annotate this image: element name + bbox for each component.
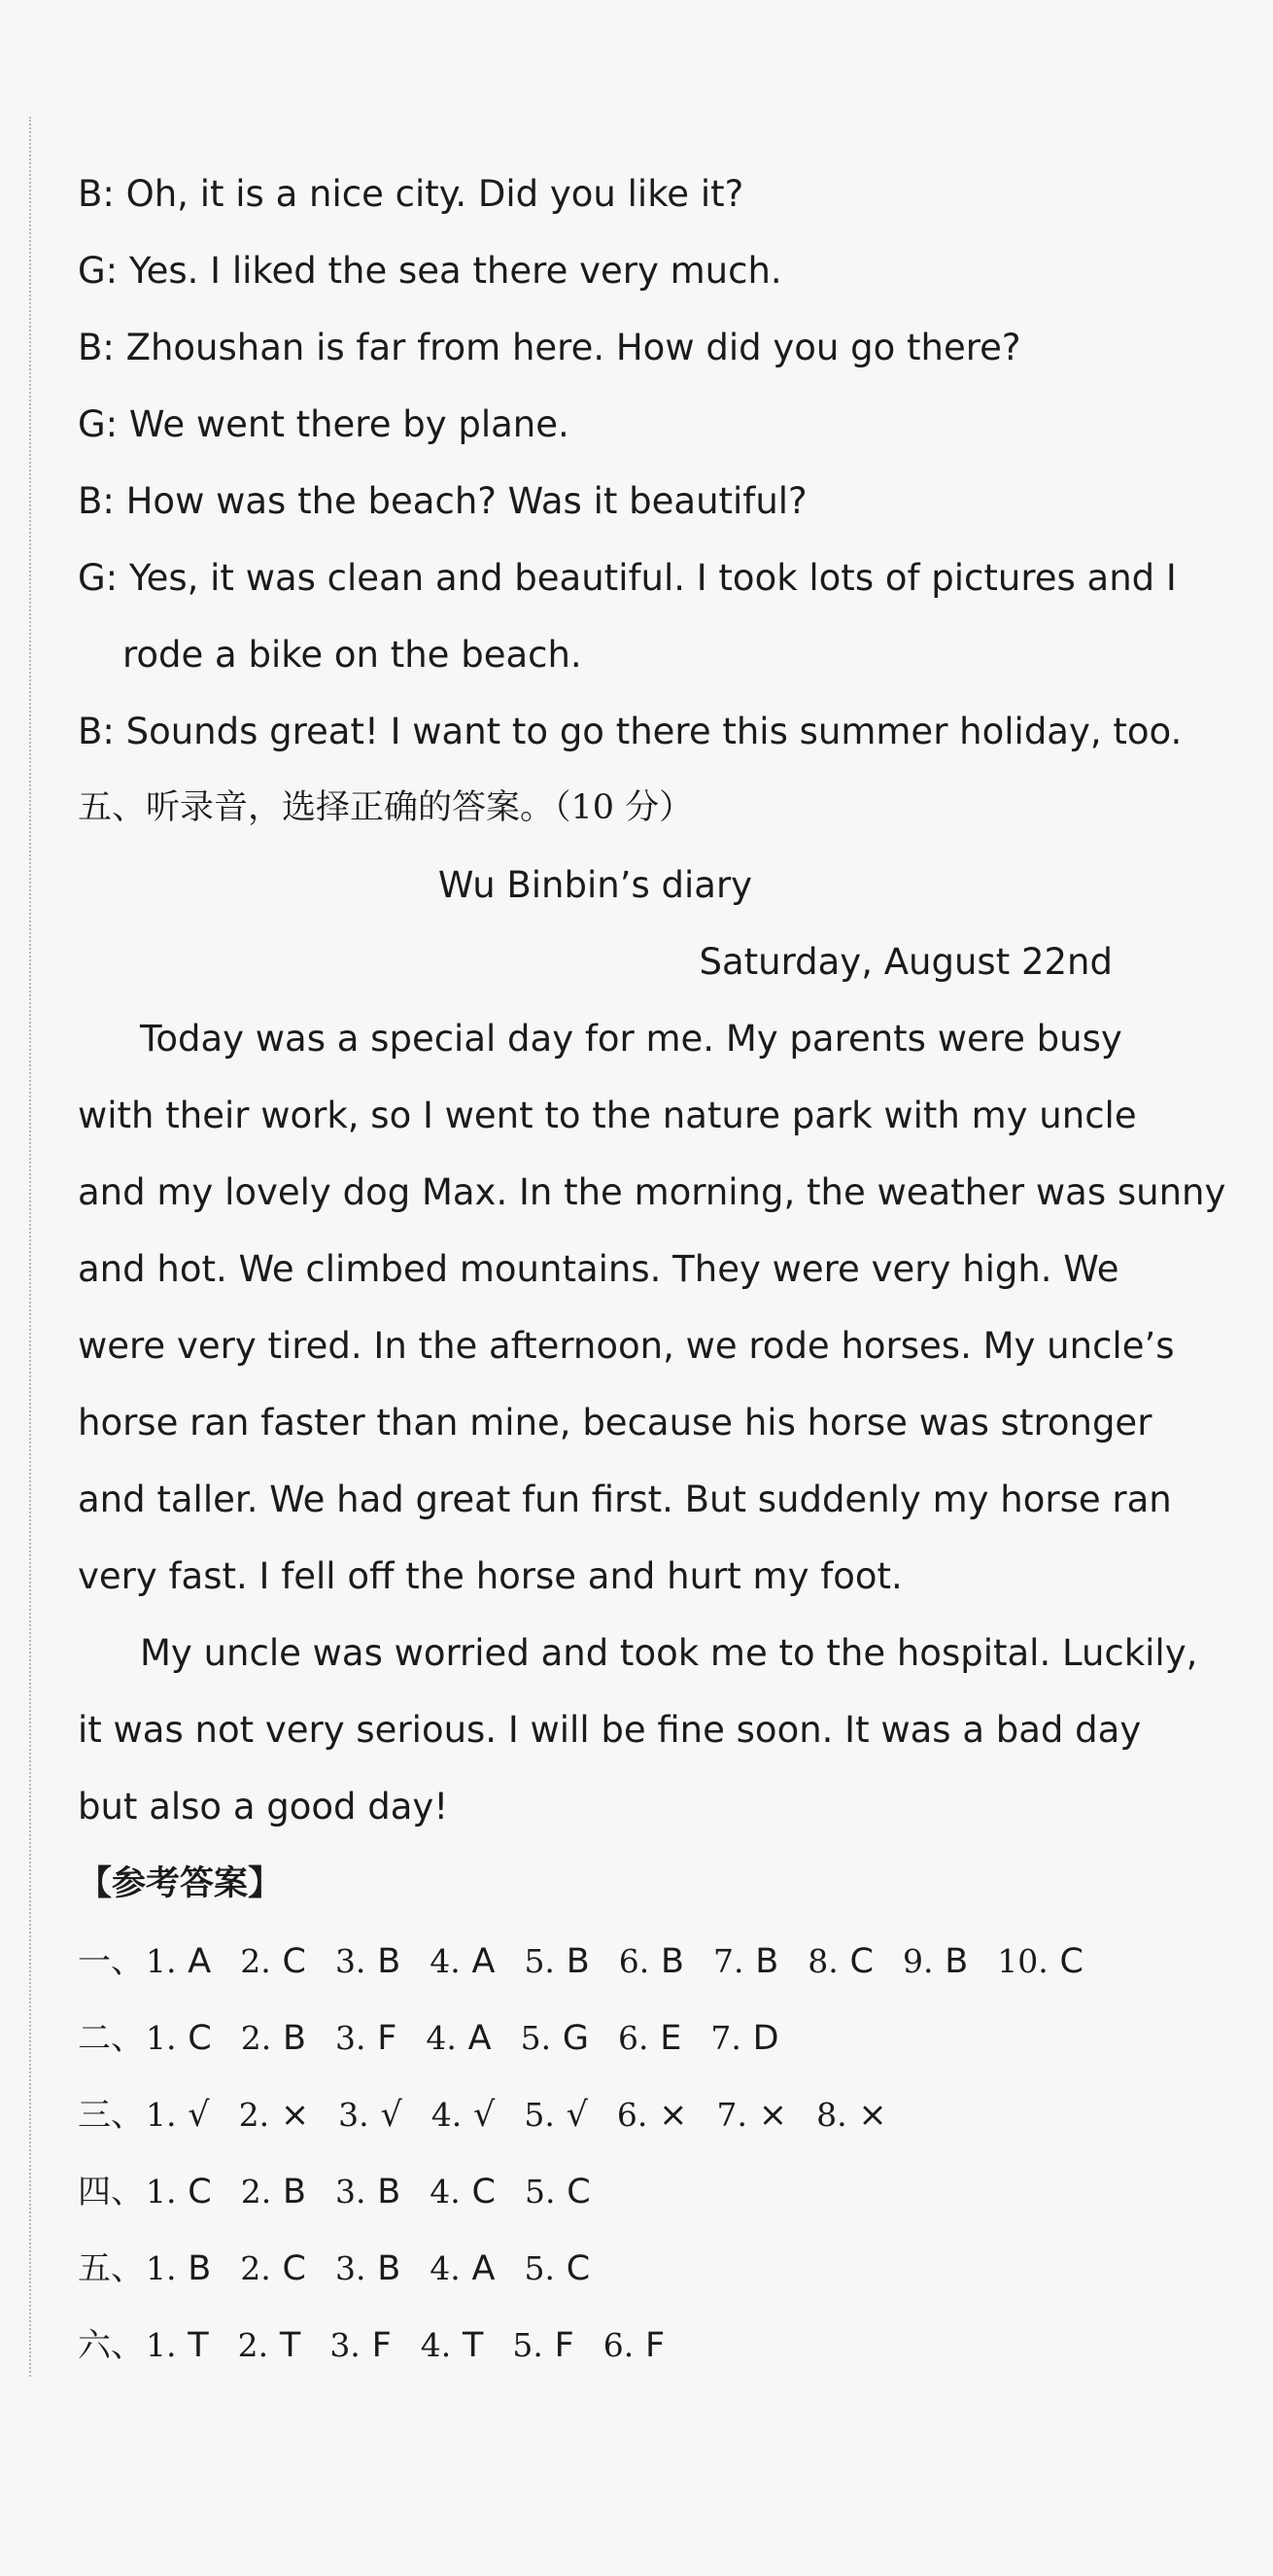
answer-value: E — [660, 2019, 682, 2058]
answer-item — [146, 1922, 211, 2001]
answer-item — [431, 2075, 496, 2154]
answer-row — [78, 2152, 1113, 2229]
dialogue-line: G: We went there by plane. — [78, 403, 569, 445]
answer-value: C — [188, 2019, 212, 2058]
dialogue-line: B: Oh, it is a nice city. Did you like it? — [78, 173, 744, 215]
answer-value: C — [282, 2249, 306, 2288]
diary-line: with their work, so I went to the nature park with my uncle — [78, 1095, 1137, 1136]
answer-number: 6. — [602, 2326, 635, 2364]
diary-line: but also a good day! — [78, 1786, 449, 1828]
dialogue-line: B: Zhoushan is far from here. How did you go there? — [78, 327, 1021, 368]
answer-value: B — [377, 1942, 401, 1981]
answer-item — [426, 1999, 491, 2077]
answer-item — [903, 1922, 968, 2001]
answer-item — [421, 2306, 484, 2385]
diary-line: My uncle was worried and took me to the hospital. Luckily, — [140, 1632, 1198, 1674]
answer-item — [430, 2229, 495, 2308]
answer-value: B — [282, 2019, 306, 2058]
answer-number: 3. — [335, 2249, 366, 2287]
answer-item — [239, 2075, 310, 2154]
answer-item — [525, 2152, 591, 2231]
answer-number: 4. — [426, 2019, 457, 2057]
answer-item — [146, 2229, 211, 2308]
answer-number: 1. — [146, 1942, 177, 1980]
answer-item — [238, 2306, 301, 2385]
answer-item — [240, 2229, 306, 2308]
answer-item — [335, 1999, 396, 2077]
answer-number: 5. — [524, 2249, 555, 2287]
answer-item — [618, 1999, 681, 2077]
section-heading: 五、听录音，选择正确的答案。（10 分） — [78, 788, 694, 827]
answer-value: C — [1059, 1942, 1084, 1981]
diary-line: and my lovely dog Max. In the morning, the weather was sunny — [78, 1171, 1226, 1213]
answer-item — [241, 1999, 306, 2077]
answer-value: C — [282, 1942, 306, 1981]
binding-dotted-line — [29, 117, 31, 2377]
answer-item — [816, 2075, 887, 2154]
answer-section-label: 三、 — [78, 2096, 144, 2135]
answer-value: B — [377, 2249, 401, 2288]
answer-value: C — [849, 1942, 874, 1981]
answer-section-label: 四、 — [78, 2173, 144, 2211]
answer-number: 3. — [335, 2019, 366, 2057]
answer-item — [329, 2306, 391, 2385]
answer-row — [78, 2306, 1113, 2383]
answer-value: B — [755, 1942, 779, 1981]
answer-number: 8. — [816, 2096, 847, 2134]
answer-value: B — [945, 1942, 969, 1981]
answer-number: 1. — [146, 2249, 177, 2287]
answer-value: B — [188, 2249, 212, 2288]
answer-item — [521, 1999, 589, 2077]
answer-number: 4. — [420, 2326, 452, 2364]
page-content — [78, 156, 1226, 2383]
answer-number: 3. — [334, 1942, 366, 1980]
dialogue-line: B: Sounds great! I want to go there this summer holiday, too. — [78, 711, 1183, 752]
answer-item — [338, 2075, 402, 2154]
answer-value: √ — [566, 2096, 588, 2135]
answer-item — [430, 2152, 496, 2231]
answer-number: 5. — [512, 2326, 543, 2364]
answer-number: 5. — [524, 1942, 555, 1980]
answer-value: B — [566, 1942, 590, 1981]
answer-number: 2. — [240, 2249, 271, 2287]
answer-item — [717, 2075, 788, 2154]
diary-line: very fast. I fell off the horse and hurt my foot. — [78, 1555, 903, 1597]
answer-item — [240, 1922, 306, 2001]
answer-value: √ — [380, 2096, 402, 2135]
answer-item — [997, 1922, 1084, 2001]
answer-number: 2. — [240, 2019, 272, 2057]
answer-item — [146, 2075, 210, 2154]
answer-number: 8. — [808, 1942, 839, 1980]
answer-value: F — [377, 2019, 397, 2058]
diary-line: horse ran faster than mine, because his horse was stronger — [78, 1402, 1153, 1444]
answer-number: 7. — [713, 1942, 744, 1980]
answer-number: 2. — [237, 2326, 269, 2364]
answer-number: 1. — [146, 2326, 177, 2364]
diary-line: it was not very serious. I will be fine soon. It was a bad day — [78, 1709, 1142, 1751]
answer-item — [146, 2152, 212, 2231]
answer-number: 4. — [430, 2096, 463, 2134]
answer-value: C — [566, 2249, 591, 2288]
dialogue-line: B: How was the beach? Was it beautiful? — [78, 480, 808, 522]
answer-number: 2. — [240, 1942, 271, 1980]
diary-line: Today was a special day for me. My parents were busy — [140, 1018, 1122, 1060]
answer-value: T — [279, 2326, 301, 2365]
answer-number: 3. — [329, 2326, 361, 2364]
answer-value: √ — [473, 2096, 496, 2135]
answer-number: 4. — [430, 2249, 461, 2287]
answer-number: 7. — [710, 2019, 741, 2057]
answer-item — [146, 1999, 212, 2077]
answer-number: 5. — [525, 2173, 556, 2210]
answer-value: A — [467, 2019, 492, 2058]
answer-row — [78, 2229, 1113, 2306]
answer-value: × — [758, 2096, 788, 2135]
dialogue-line: G: Yes, it was clean and beautiful. I took lots of pictures and I — [78, 557, 1177, 599]
diary-line: and taller. We had great fun first. But suddenly my horse ran — [78, 1479, 1172, 1520]
answer-item — [430, 1922, 495, 2001]
answer-section-label: 五、 — [78, 2249, 144, 2288]
answer-number: 1. — [146, 2173, 177, 2210]
answer-section-label: 一、 — [78, 1942, 144, 1981]
answer-item — [524, 1922, 589, 2001]
answer-item — [710, 1999, 778, 2077]
answer-number: 2. — [240, 2173, 272, 2210]
answer-value: A — [471, 2249, 496, 2288]
answer-value: C — [471, 2173, 496, 2211]
answer-number: 1. — [146, 2096, 177, 2134]
diary-line: were very tired. In the afternoon, we rode horses. My uncle’s — [78, 1325, 1175, 1367]
answer-section-label: 二、 — [78, 2019, 144, 2058]
answer-item — [146, 2306, 209, 2385]
diary-line: and hot. We climbed mountains. They were very high. We — [78, 1248, 1119, 1290]
answer-item — [524, 2075, 588, 2154]
answer-number: 4. — [430, 2173, 461, 2210]
answer-item — [241, 2152, 306, 2231]
answer-value: A — [471, 1942, 496, 1981]
answer-value: G — [562, 2019, 590, 2058]
answer-value: C — [188, 2173, 212, 2211]
answer-item — [512, 2306, 573, 2385]
answer-item — [617, 2075, 688, 2154]
answer-item — [335, 2229, 400, 2308]
answer-section-label: 六、 — [78, 2326, 144, 2365]
answer-item — [525, 2229, 591, 2308]
answer-row — [78, 1922, 1113, 1999]
answer-row — [78, 2075, 1113, 2152]
diary-title: Wu Binbin’s diary — [437, 864, 753, 906]
answer-key — [78, 1922, 1113, 2383]
answer-item — [335, 1922, 400, 2001]
answer-value: D — [752, 2019, 779, 2058]
answer-item — [713, 1922, 778, 2001]
answer-number: 3. — [338, 2096, 369, 2134]
answer-number: 3. — [335, 2173, 366, 2210]
answer-number: 2. — [238, 2096, 270, 2134]
answer-key-heading: 【参考答案】 — [78, 1863, 283, 1903]
answer-value: B — [377, 2173, 401, 2211]
answer-row — [78, 1999, 1113, 2075]
answer-number: 4. — [430, 1942, 461, 1980]
answer-item — [603, 2306, 665, 2385]
answer-value: F — [645, 2326, 666, 2365]
dialogue-line-continuation: rode a bike on the beach. — [122, 634, 582, 676]
answer-number: 5. — [524, 2096, 555, 2134]
answer-item — [619, 1922, 684, 2001]
answer-value: A — [188, 1942, 212, 1981]
answer-number: 6. — [616, 2096, 648, 2134]
answer-value: T — [462, 2326, 484, 2365]
answer-number: 5. — [520, 2019, 552, 2057]
answer-value: × — [280, 2096, 310, 2135]
answer-value: B — [282, 2173, 306, 2211]
answer-value: C — [567, 2173, 591, 2211]
answer-item — [808, 1922, 874, 2001]
answer-value: F — [554, 2326, 574, 2365]
answer-number: 7. — [716, 2096, 747, 2134]
answer-value: √ — [188, 2096, 210, 2135]
answer-number: 1. — [146, 2019, 177, 2057]
answer-value: T — [188, 2326, 209, 2365]
diary-date: Saturday, August 22nd — [699, 941, 1113, 983]
answer-number: 9. — [903, 1942, 934, 1980]
answer-value: × — [858, 2096, 887, 2135]
answer-number: 6. — [618, 2019, 649, 2057]
answer-value: × — [659, 2096, 688, 2135]
answer-number: 10. — [997, 1942, 1049, 1980]
answer-value: F — [371, 2326, 392, 2365]
answer-item — [335, 2152, 400, 2231]
answer-number: 6. — [618, 1942, 650, 1980]
answer-value: B — [660, 1942, 684, 1981]
dialogue-line: G: Yes. I liked the sea there very much. — [78, 250, 782, 292]
